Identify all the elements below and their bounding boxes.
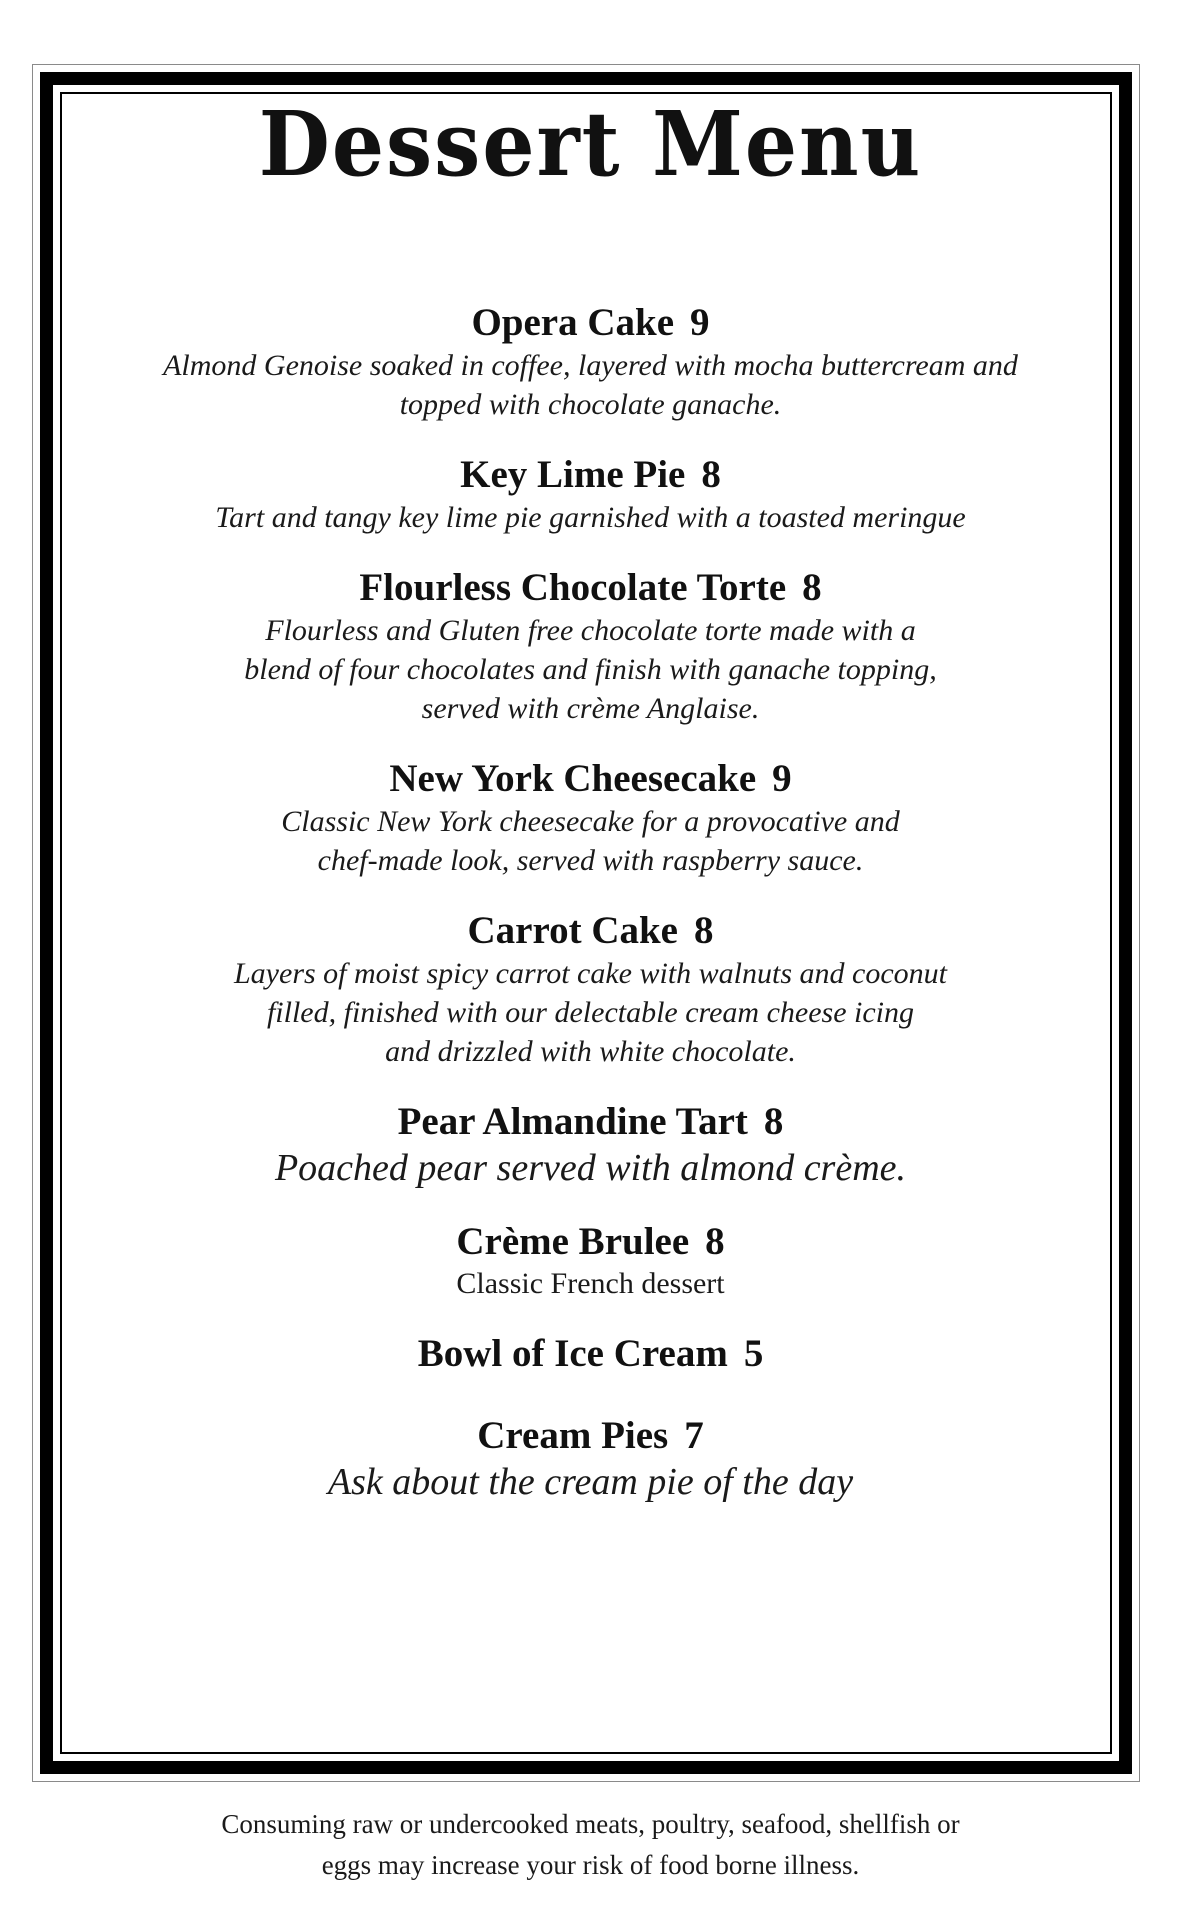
item-header — [60, 756, 1121, 802]
item-name: Opera Cake — [471, 301, 675, 344]
item-name: Flourless Chocolate Torte — [359, 566, 787, 609]
item-name: New York Cheesecake — [389, 757, 757, 800]
menu-item-new-york-cheesecake — [60, 756, 1121, 880]
item-header — [60, 908, 1121, 954]
item-header — [60, 1413, 1121, 1459]
item-header — [60, 1331, 1121, 1377]
item-price: 8 — [705, 1220, 725, 1263]
menu-item-bowl-of-ice-cream — [60, 1331, 1121, 1377]
food-safety-disclaimer: Consuming raw or undercooked meats, poultry, seafood, shellfish or eggs may increase your risk of food borne illness. — [221, 1809, 960, 1880]
item-description: Layers of moist spicy carrot cake with walnuts and coconut filled, finished with our delectable cream cheese icing and drizzled with white chocolate. — [234, 957, 947, 1068]
item-name: Bowl of Ice Cream — [417, 1332, 728, 1375]
item-header — [60, 452, 1121, 498]
item-header — [60, 565, 1121, 611]
item-name: Pear Almandine Tart — [397, 1100, 748, 1143]
item-name: Crème Brulee — [456, 1220, 690, 1263]
menu-item-pear-almandine-tart — [60, 1099, 1121, 1191]
item-price: 7 — [684, 1414, 704, 1457]
item-description: Tart and tangy key lime pie garnished with a toasted meringue — [215, 501, 966, 534]
item-price: 5 — [743, 1332, 764, 1375]
item-price: 8 — [701, 453, 721, 496]
item-header — [60, 1099, 1121, 1145]
item-description: Poached pear served with almond crème. — [274, 1147, 907, 1189]
item-header — [60, 1219, 1121, 1265]
menu-item-flourless-chocolate-torte — [60, 565, 1121, 728]
item-price: 8 — [693, 909, 714, 952]
item-price: 9 — [772, 757, 792, 800]
menu-title: Dessert Menu — [258, 93, 923, 197]
item-header — [60, 300, 1121, 346]
item-name: Carrot Cake — [467, 909, 678, 952]
menu-item-creme-brulee — [60, 1219, 1121, 1303]
item-description: Classic New York cheesecake for a provocative and chef-made look, served with raspberry sauce. — [281, 805, 900, 877]
item-description: Flourless and Gluten free chocolate torte made with a blend of four chocolates and finish with ganache topping, served with crème Anglaise. — [244, 614, 937, 725]
menu-item-opera-cake — [60, 300, 1121, 424]
item-description: Classic French dessert — [456, 1267, 725, 1300]
item-name: Key Lime Pie — [460, 453, 686, 496]
menu-item-key-lime-pie — [60, 452, 1121, 537]
item-price: 8 — [763, 1100, 784, 1143]
item-description: Almond Genoise soaked in coffee, layered with mocha buttercream and topped with chocolate ganache. — [163, 349, 1018, 421]
item-price: 9 — [690, 301, 710, 344]
menu-item-carrot-cake — [60, 908, 1121, 1071]
item-description: Ask about the cream pie of the day — [327, 1461, 854, 1503]
item-name: Cream Pies — [477, 1414, 669, 1457]
menu-item-cream-pies — [60, 1413, 1121, 1505]
item-price: 8 — [802, 566, 822, 609]
dessert-list — [60, 300, 1121, 1505]
